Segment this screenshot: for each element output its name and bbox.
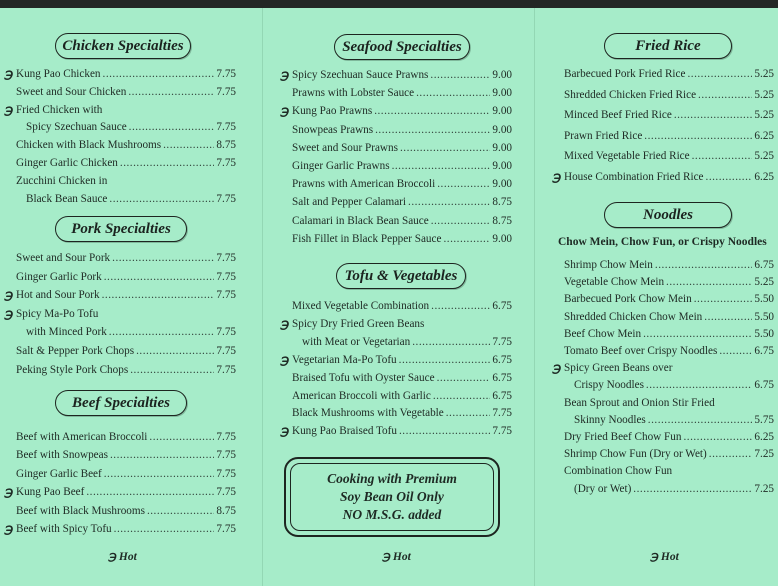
section-title-tofu: Tofu & Vegetables — [336, 263, 466, 289]
leader-dots — [147, 505, 214, 518]
menu-item-price: 6.75 — [754, 259, 774, 271]
menu-item-price: 7.75 — [216, 449, 236, 462]
leader-dots — [114, 523, 215, 536]
leader-dots — [110, 449, 214, 462]
leader-dots — [163, 139, 214, 152]
menu-item-name: Beef with American Broccoli — [16, 431, 148, 443]
hot-pepper-icon: ℈ — [4, 288, 13, 303]
hot-pepper-icon: ℈ — [4, 67, 13, 81]
leader-dots — [443, 233, 490, 246]
menu-item-name: Fried Chicken with — [16, 103, 103, 116]
menu-item-name: Beef with Snowpeas — [16, 449, 108, 462]
leader-dots — [431, 215, 491, 228]
leader-dots — [136, 345, 214, 358]
menu-item-name: Spicy Szechuan Sauce — [26, 121, 127, 134]
leader-dots — [431, 300, 490, 313]
menu-item — [564, 259, 774, 272]
menu-item — [16, 505, 236, 518]
menu-item — [564, 109, 774, 122]
menu-item-name: Braised Tofu with Oyster Sauce — [292, 371, 435, 384]
menu-item-name: Sweet and Sour Prawns — [292, 141, 398, 154]
menu-item — [4, 485, 236, 500]
hot-pepper-icon: ℈ — [552, 169, 561, 184]
menu-page — [0, 8, 778, 586]
leader-dots — [128, 86, 214, 99]
menu-item-name: Spicy Ma-Po Tofu — [16, 307, 99, 320]
menu-item — [26, 193, 236, 206]
leader-dots — [648, 414, 753, 427]
menu-item-price: 7.75 — [216, 467, 236, 480]
menu-item-name: Mixed Vegetable Combination — [292, 300, 430, 312]
menu-item-price: 7.75 — [216, 68, 236, 80]
menu-item — [4, 102, 236, 117]
menu-item-name: Calamari in Black Bean Sauce — [292, 214, 429, 227]
menu-item-name: with Meat or Vegetarian — [302, 335, 411, 348]
hot-pepper-icon: ℈ — [4, 485, 13, 500]
menu-item — [292, 142, 512, 155]
hot-pepper-icon: ℈ — [280, 68, 289, 82]
menu-item — [574, 379, 774, 392]
menu-item — [564, 397, 774, 410]
notice-box — [284, 457, 500, 537]
leader-dots — [102, 289, 215, 302]
leader-dots — [104, 468, 215, 481]
menu-item-name: Kung Pao Prawns — [292, 105, 373, 118]
menu-item — [564, 345, 774, 358]
hot-legend-label: Hot — [118, 551, 137, 563]
menu-item — [16, 175, 236, 188]
leader-dots — [655, 259, 753, 272]
menu-item-name: Prawn Fried Rice — [564, 129, 643, 142]
leader-dots — [375, 124, 490, 137]
menu-item — [16, 86, 236, 99]
menu-item-price: 8.75 — [216, 139, 236, 152]
menu-item-name: Beef with Black Mushrooms — [16, 504, 145, 517]
menu-item-name: Beef with Spicy Tofu — [16, 523, 112, 535]
menu-item-price: 6.75 — [492, 371, 512, 384]
leader-dots — [149, 431, 214, 444]
menu-item — [292, 390, 512, 403]
menu-item — [564, 431, 774, 444]
hot-pepper-icon: ℈ — [108, 551, 117, 563]
menu-item-price: 9.00 — [492, 160, 512, 172]
hot-legend — [650, 549, 679, 563]
menu-item-name: Salt & Pepper Pork Chops — [16, 345, 135, 357]
menu-item-price: 8.75 — [492, 196, 512, 209]
hot-pepper-icon: ℈ — [280, 316, 289, 331]
hot-pepper-icon: ℈ — [280, 352, 289, 367]
leader-dots — [399, 425, 490, 438]
menu-item — [564, 311, 774, 324]
menu-item — [564, 293, 774, 306]
menu-item-price: 7.75 — [216, 192, 236, 205]
menu-item-name: Beef Chow Mein — [564, 327, 642, 340]
menu-item-name: Snowpeas Prawns — [292, 123, 374, 136]
leader-dots — [104, 271, 215, 284]
notice-line-3: NO M.S.G. added — [342, 507, 442, 522]
menu-column-1 — [0, 8, 258, 586]
menu-item — [292, 196, 512, 209]
hot-pepper-icon: ℈ — [4, 102, 13, 117]
menu-item-price: 5.25 — [754, 109, 774, 121]
menu-item-price: 7.75 — [216, 270, 236, 283]
menu-item — [564, 89, 774, 102]
section-title-beef: Beef Specialties — [55, 390, 187, 416]
notice-inner — [290, 463, 494, 531]
menu-item-name: Black Bean Sauce — [26, 192, 108, 205]
leader-dots — [437, 372, 491, 385]
menu-item-price: 9.00 — [492, 87, 512, 100]
leader-dots — [408, 196, 490, 209]
menu-item-price: 6.25 — [754, 129, 774, 142]
menu-item — [16, 468, 236, 481]
menu-item-price: 6.25 — [754, 170, 774, 183]
menu-item — [292, 300, 512, 313]
menu-item-name: Dry Fried Beef Chow Fun — [564, 431, 682, 443]
menu-item-name: Shredded Chicken Fried Rice — [564, 88, 697, 101]
menu-item-name: Prawns with Lobster Sauce — [292, 87, 415, 100]
notice-line-2: Soy Bean Oil Only — [340, 489, 444, 504]
menu-item-price: 9.00 — [492, 123, 512, 136]
hot-pepper-icon: ℈ — [650, 551, 659, 563]
menu-item-name: Barbecued Pork Chow Mein — [564, 293, 692, 306]
hot-pepper-icon: ℈ — [4, 522, 13, 536]
menu-item-name: Shrimp Chow Mein — [564, 259, 653, 271]
menu-item-price: 7.75 — [216, 486, 236, 499]
leader-dots — [446, 407, 491, 420]
menu-item-price: 7.75 — [216, 289, 236, 302]
menu-item-name: with Minced Pork — [26, 326, 107, 339]
hot-legend — [108, 549, 137, 563]
menu-item-price: 5.50 — [754, 327, 774, 340]
menu-item-name: Ginger Garlic Chicken — [16, 157, 118, 169]
menu-item-price: 8.75 — [216, 504, 236, 517]
menu-item-price: 9.00 — [492, 141, 512, 154]
menu-item — [564, 448, 774, 461]
menu-item-price: 7.75 — [216, 431, 236, 443]
leader-dots — [633, 483, 752, 496]
menu-item — [292, 160, 512, 173]
leader-dots — [399, 354, 491, 367]
section-title-seafood: Seafood Specialties — [334, 34, 470, 60]
leader-dots — [646, 379, 753, 392]
section-title-chicken: Chicken Specialties — [55, 33, 191, 59]
menu-item — [564, 276, 774, 289]
menu-item — [16, 157, 236, 170]
leader-dots — [644, 130, 752, 143]
leader-dots — [109, 326, 215, 339]
menu-item-name: Minced Beef Fried Rice — [564, 109, 672, 121]
menu-item-price: 6.75 — [492, 300, 512, 312]
leader-dots — [112, 252, 214, 265]
menu-item-price: 7.75 — [216, 326, 236, 339]
menu-item — [280, 352, 512, 367]
leader-dots — [103, 68, 215, 81]
leader-dots — [374, 105, 490, 118]
menu-item-price: 7.25 — [754, 448, 774, 461]
menu-item-price: 7.75 — [216, 252, 236, 264]
menu-item-name: (Dry or Wet) — [574, 482, 632, 495]
leader-dots — [392, 160, 491, 173]
menu-item-price: 9.00 — [492, 69, 512, 81]
menu-item — [574, 414, 774, 427]
menu-item-name: Shredded Chicken Chow Mein — [564, 310, 703, 323]
menu-item-price: 7.75 — [216, 345, 236, 357]
leader-dots — [694, 293, 753, 306]
menu-item-price: 5.25 — [754, 276, 774, 289]
menu-item — [280, 104, 512, 119]
menu-item-price: 6.75 — [754, 345, 774, 357]
menu-item-name: Mixed Vegetable Fried Rice — [564, 150, 690, 162]
menu-item-name: Shrimp Chow Fun (Dry or Wet) — [564, 448, 707, 461]
menu-item-price: 5.75 — [754, 413, 774, 426]
menu-item-name: Ginger Garlic Prawns — [292, 160, 390, 172]
menu-item — [292, 372, 512, 385]
menu-item — [4, 288, 236, 303]
menu-item-name: Zucchini Chicken in — [16, 174, 108, 187]
menu-column-3 — [540, 8, 778, 586]
menu-item-price: 7.75 — [492, 335, 512, 348]
menu-item-name: Prawns with American Broccoli — [292, 178, 436, 191]
menu-item-price: 7.75 — [216, 121, 236, 134]
menu-item — [292, 233, 512, 246]
section-title-fried-rice: Fried Rice — [604, 33, 732, 59]
menu-item-name: Fish Fillet in Black Pepper Sauce — [292, 232, 442, 245]
menu-item-name: Combination Chow Fun — [564, 465, 673, 478]
menu-item-price: 9.00 — [492, 105, 512, 118]
hot-pepper-icon: ℈ — [552, 361, 561, 376]
menu-item-name: Crispy Noodles — [574, 379, 644, 392]
menu-item — [280, 316, 512, 331]
menu-item-price: 9.00 — [492, 232, 512, 245]
hot-pepper-icon: ℈ — [280, 424, 289, 439]
leader-dots — [698, 89, 752, 102]
leader-dots — [687, 68, 752, 81]
menu-item-name: Vegetarian Ma-Po Tofu — [292, 353, 397, 366]
fold-line — [534, 8, 535, 586]
menu-item-price: 9.00 — [492, 178, 512, 191]
menu-item-name: Spicy Green Beans over — [564, 362, 673, 375]
menu-item — [16, 252, 236, 265]
menu-item-name: Peking Style Pork Chops — [16, 363, 129, 376]
menu-item — [292, 87, 512, 100]
menu-item — [280, 424, 512, 439]
menu-item-name: Hot and Sour Pork — [16, 289, 100, 302]
menu-item-name: Black Mushrooms with Vegetable — [292, 407, 444, 420]
hot-legend-label: Hot — [660, 551, 679, 563]
menu-item — [16, 345, 236, 358]
menu-item-price: 6.75 — [754, 379, 774, 392]
leader-dots — [674, 109, 753, 122]
menu-item-price: 7.75 — [216, 85, 236, 98]
menu-item — [564, 130, 774, 143]
menu-item-price: 7.75 — [492, 407, 512, 420]
hot-legend — [382, 549, 411, 563]
menu-item-price: 7.75 — [492, 425, 512, 438]
menu-item-name: Skinny Noodles — [574, 413, 646, 426]
leader-dots — [666, 276, 752, 289]
menu-item-name: Chicken with Black Mushrooms — [16, 139, 162, 152]
leader-dots — [430, 69, 490, 82]
leader-dots — [400, 142, 490, 155]
menu-item-name: Kung Pao Braised Tofu — [292, 425, 397, 438]
menu-item-price: 7.25 — [754, 482, 774, 495]
leader-dots — [437, 178, 490, 191]
leader-dots — [709, 448, 753, 461]
menu-item-name: Spicy Dry Fried Green Beans — [292, 317, 425, 330]
leader-dots — [86, 486, 214, 499]
leader-dots — [683, 431, 752, 444]
menu-item — [564, 150, 774, 163]
menu-item-price: 8.75 — [492, 214, 512, 227]
menu-item — [16, 449, 236, 462]
section-title-noodles: Noodles — [604, 202, 732, 228]
menu-item — [292, 178, 512, 191]
hot-pepper-icon: ℈ — [4, 306, 13, 321]
menu-item-price: 6.75 — [492, 389, 512, 402]
menu-item — [26, 121, 236, 134]
menu-item — [564, 465, 774, 478]
menu-item — [26, 326, 236, 339]
menu-item — [16, 139, 236, 152]
menu-item-name: Sweet and Sour Chicken — [16, 85, 127, 98]
menu-item — [292, 215, 512, 228]
menu-item — [564, 328, 774, 341]
leader-dots — [129, 121, 215, 134]
leader-dots — [130, 364, 214, 377]
section-title-pork: Pork Specialties — [55, 216, 187, 242]
hot-pepper-icon: ℈ — [280, 104, 289, 119]
menu-item — [292, 124, 512, 137]
menu-item-name: Salt and Pepper Calamari — [292, 196, 407, 209]
menu-item-price: 6.25 — [754, 431, 774, 443]
leader-dots — [120, 157, 215, 170]
noodles-subtitle: Chow Mein, Chow Fun, or Crispy Noodles — [558, 236, 767, 248]
menu-item — [4, 67, 236, 81]
leader-dots — [719, 345, 752, 358]
menu-item-name: Tomato Beef over Crispy Noodles — [564, 345, 718, 357]
leader-dots — [706, 171, 753, 184]
leader-dots — [433, 390, 491, 403]
menu-item-price: 5.25 — [754, 88, 774, 101]
menu-item — [16, 431, 236, 444]
fold-line — [262, 8, 263, 586]
menu-item — [552, 169, 774, 184]
menu-item-price: 5.25 — [754, 68, 774, 80]
menu-item — [16, 364, 236, 377]
menu-item-name: Kung Pao Beef — [16, 486, 85, 499]
menu-item — [302, 336, 512, 349]
hot-pepper-icon: ℈ — [382, 551, 391, 563]
leader-dots — [416, 87, 490, 100]
menu-item — [4, 522, 236, 536]
menu-item-price: 7.75 — [216, 523, 236, 535]
menu-item-name: Kung Pao Chicken — [16, 68, 101, 80]
menu-item — [574, 483, 774, 496]
menu-item-price: 6.75 — [492, 353, 512, 366]
menu-item — [280, 68, 512, 82]
menu-item-name: American Broccoli with Garlic — [292, 389, 431, 402]
leader-dots — [643, 328, 752, 341]
menu-item-name: Ginger Garlic Pork — [16, 270, 102, 283]
menu-item-name: Sweet and Sour Pork — [16, 252, 111, 264]
menu-item — [292, 407, 512, 420]
menu-item-name: House Combination Fried Rice — [564, 170, 704, 183]
leader-dots — [109, 193, 214, 206]
menu-item-name: Spicy Szechuan Sauce Prawns — [292, 69, 429, 81]
leader-dots — [692, 150, 753, 163]
menu-item-name: Ginger Garlic Beef — [16, 467, 102, 480]
leader-dots — [704, 311, 752, 324]
menu-item-price: 7.75 — [216, 157, 236, 169]
menu-item — [16, 271, 236, 284]
menu-item-price: 5.25 — [754, 150, 774, 162]
menu-item-name: Barbecued Pork Fried Rice — [564, 68, 686, 80]
menu-item — [552, 361, 774, 376]
menu-item-price: 5.50 — [754, 310, 774, 323]
notice-line-1: Cooking with Premium — [327, 471, 457, 486]
menu-item — [4, 306, 236, 321]
hot-legend-label: Hot — [392, 551, 411, 563]
menu-item-price: 5.50 — [754, 293, 774, 306]
menu-item-price: 7.75 — [216, 363, 236, 376]
menu-item — [564, 68, 774, 81]
leader-dots — [412, 336, 490, 349]
menu-item-name: Vegetable Chow Mein — [564, 276, 665, 289]
menu-item-name: Bean Sprout and Onion Stir Fried — [564, 396, 715, 409]
